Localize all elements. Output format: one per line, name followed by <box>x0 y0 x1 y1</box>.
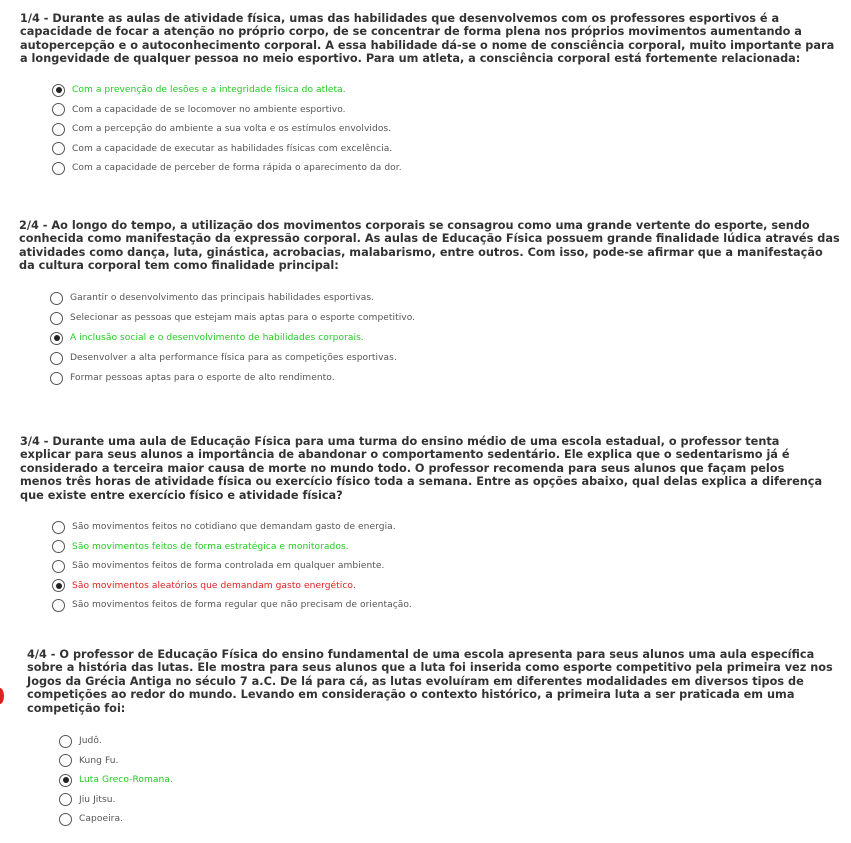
option-2d[interactable] <box>50 350 397 366</box>
question-text: 4/4 - O professor de Educação Física do ensino fundamental de uma escola apresenta para seus alunos uma aula específica sobre a história das lutas. Ele mostra para seus alunos que a luta foi inserida como esporte competitivo pela primeira vez nos Jogos da Grécia Antiga no século 7 a.C. De lá para cá, as lutas evoluíram em diferentes modalidades em diversos tipos de competições ao redor do mundo. Levando em consideração o contexto histórico, a primeira luta a ser praticada em uma competição foi: <box>27 648 833 715</box>
question-1 <box>20 12 842 66</box>
option-4c[interactable] <box>59 772 173 788</box>
option-label: Jiu Jitsu. <box>79 794 116 805</box>
radio-button[interactable] <box>59 774 72 787</box>
option-3a[interactable] <box>52 519 396 535</box>
question-text: 1/4 - Durante as aulas de atividade física, umas das habilidades que desenvolvemos com os professores esportivos é a capacidade de focar a atenção no próprio corpo, de se concentrar de forma plena nos próprios movimentos aumentando a autopercepção e o autoconhecimento corporal. A essa habilidade dá-se o nome de consciência corporal, muito importante para a longevidade de qualquer pessoa no meio esportivo. Para um atleta, a consciência corporal está fortemente relacionada: <box>20 12 835 66</box>
option-label: São movimentos feitos de forma estratégica e monitorados. <box>72 541 349 552</box>
radio-button[interactable] <box>52 560 65 573</box>
option-4a[interactable] <box>59 733 102 749</box>
option-4e[interactable] <box>59 811 123 827</box>
option-label: Luta Greco-Romana. <box>79 775 173 785</box>
option-label: Com a prevenção de lesões e a integridade física do atleta. <box>72 85 346 95</box>
option-3b[interactable] <box>52 539 349 555</box>
option-4d[interactable] <box>59 792 116 808</box>
radio-button[interactable] <box>52 579 65 592</box>
radio-button[interactable] <box>52 103 65 116</box>
option-label: São movimentos feitos de forma controlada em qualquer ambiente. <box>72 561 385 571</box>
option-2e[interactable] <box>50 370 335 386</box>
radio-button[interactable] <box>52 162 65 175</box>
option-label: Selecionar as pessoas que estejam mais aptas para o esporte competitivo. <box>70 313 416 323</box>
option-3d[interactable] <box>52 578 356 594</box>
option-label: A inclusão social e o desenvolvimento de habilidades corporais. <box>70 333 364 343</box>
radio-button[interactable] <box>50 372 63 385</box>
option-label: Com a capacidade de se locomover no ambiente esportivo. <box>72 104 346 115</box>
radio-button[interactable] <box>59 735 72 748</box>
option-3e[interactable] <box>52 597 412 613</box>
question-text: 3/4 - Durante uma aula de Educação Física para uma turma do ensino médio de uma escola estadual, o professor tenta explicar para seus alunos a importância de abandonar o comportamento sedentário. Ele explica que o sedentarismo já é considerado a terceira maior causa de morte no mundo todo. O professor recomenda para seus alunos que façam pelos menos três horas de atividade física ou exercício físico toda a semana. Entre as opções abaixo, qual delas explica a diferença que existe entre exercício físico e atividade física? <box>20 435 823 502</box>
option-label: Com a percepção do ambiente a sua volta e os estímulos envolvidos. <box>72 124 392 134</box>
option-label: Kung Fu. <box>79 755 119 766</box>
option-1d[interactable] <box>52 141 392 157</box>
radio-button[interactable] <box>50 352 63 365</box>
question-3 <box>20 435 828 502</box>
option-1e[interactable] <box>52 160 402 176</box>
question-text: 2/4 - Ao longo do tempo, a utilização dos movimentos corporais se consagrou como uma grande vertente do esporte, sendo conhecida como manifestação da expressão corporal. As aulas de Educação Física possuem grande finalidade lúdica através das atividades como dança, luta, ginástica, acrobacias, malabarismo, entre outros. Com isso, pode-se afirmar que a manifestação da cultura corporal tem como finalidade principal: <box>19 219 840 273</box>
option-label: São movimentos feitos de forma regular que não precisam de orientação. <box>72 600 412 610</box>
status-marker <box>0 688 4 704</box>
option-label: Judô. <box>79 736 102 746</box>
option-label: Capoeira. <box>79 814 124 824</box>
option-2b[interactable] <box>50 310 415 326</box>
radio-button[interactable] <box>52 84 65 97</box>
radio-button[interactable] <box>52 540 65 553</box>
option-2a[interactable] <box>50 290 374 306</box>
radio-button[interactable] <box>52 123 65 136</box>
radio-button[interactable] <box>52 142 65 155</box>
question-4 <box>27 648 837 715</box>
option-4b[interactable] <box>59 753 119 769</box>
question-2 <box>19 219 841 273</box>
radio-button[interactable] <box>50 312 63 325</box>
option-1b[interactable] <box>52 102 346 118</box>
option-label: São movimentos aleatórios que demandam gasto energético. <box>72 580 356 591</box>
option-1c[interactable] <box>52 121 391 137</box>
radio-button[interactable] <box>50 292 63 305</box>
option-3c[interactable] <box>52 558 384 574</box>
radio-button[interactable] <box>52 599 65 612</box>
option-label: Com a capacidade de perceber de forma rápida o aparecimento da dor. <box>72 163 402 173</box>
option-label: Formar pessoas aptas para o esporte de alto rendimento. <box>70 373 335 383</box>
radio-button[interactable] <box>59 754 72 767</box>
option-label: Com a capacidade de executar as habilidades físicas com excelência. <box>72 143 393 154</box>
radio-button[interactable] <box>52 521 65 534</box>
option-label: Garantir o desenvolvimento das principais habilidades esportivas. <box>70 293 375 303</box>
option-label: São movimentos feitos no cotidiano que demandam gasto de energia. <box>72 522 396 532</box>
radio-button[interactable] <box>59 793 72 806</box>
radio-button[interactable] <box>50 332 63 345</box>
radio-button[interactable] <box>59 813 72 826</box>
option-1a[interactable] <box>52 82 346 98</box>
option-2c[interactable] <box>50 330 364 346</box>
option-label: Desenvolver a alta performance física para as competições esportivas. <box>70 353 397 363</box>
